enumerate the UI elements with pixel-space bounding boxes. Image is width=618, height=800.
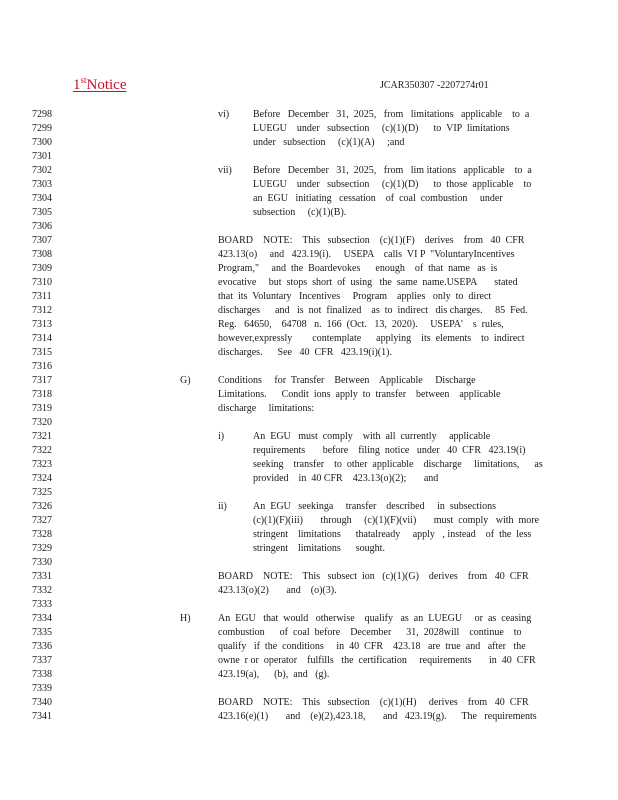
board-note-f-line: 423.13(o) and 423.19(i). USEPA calls VI P "VoluntaryIncentives xyxy=(218,249,515,260)
line-number: 7340 xyxy=(32,697,52,708)
line-number: 7341 xyxy=(32,711,52,722)
line-number: 7336 xyxy=(32,641,52,652)
line-number: 7323 xyxy=(32,459,52,470)
line-number: 7310 xyxy=(32,277,52,288)
item-marker-vii: vii) xyxy=(218,165,232,176)
board-note-f-line: Program," and the Boardevokes enough of that name as is xyxy=(218,263,498,274)
notice-ordinal: st xyxy=(80,75,87,85)
text-line: an EGU initiating cessation of coal combustion under xyxy=(253,193,503,204)
notice-number: 1 xyxy=(73,77,81,93)
line-number: 7334 xyxy=(32,613,52,624)
line-number: 7338 xyxy=(32,669,52,680)
text-line: provided in 40 CFR 423.13(o)(2); and xyxy=(253,473,439,484)
line-number: 7319 xyxy=(32,403,52,414)
line-number: 7304 xyxy=(32,193,52,204)
text-line: Before December 31, 2025, from limitations applicable to a xyxy=(253,109,530,120)
text-line: (c)(1)(F)(iii) through (c)(1)(F)(vii) must comply with more xyxy=(253,515,540,526)
line-number: 7311 xyxy=(32,291,52,302)
line-number: 7335 xyxy=(32,627,52,638)
notice-word: Notice xyxy=(86,77,127,93)
line-number: 7329 xyxy=(32,543,52,554)
document-id: JCAR350307 -2207274r01 xyxy=(380,80,489,91)
text-line: stringent limitations sought. xyxy=(253,543,385,554)
line-number: 7309 xyxy=(32,263,52,274)
board-note-f-line: Reg. 64650, 64708 n. 166 (Oct. 13, 2020). USEPA' s rules, xyxy=(218,319,504,330)
line-number: 7299 xyxy=(32,123,52,134)
line-number: 7317 xyxy=(32,375,52,386)
line-number: 7330 xyxy=(32,557,52,568)
line-number: 7314 xyxy=(32,333,52,344)
line-number: 7298 xyxy=(32,109,52,120)
item-marker-h: H) xyxy=(180,613,191,624)
line-number: 7302 xyxy=(32,165,52,176)
line-number: 7322 xyxy=(32,445,52,456)
board-note-g-line: BOARD NOTE: This subsect ion (c)(1)(G) derives from 40 CFR xyxy=(218,571,529,582)
line-number: 7326 xyxy=(32,501,52,512)
line-number: 7325 xyxy=(32,487,52,498)
board-note-f-line: discharges. See 40 CFR 423.19(i)(1). xyxy=(218,347,392,358)
line-number: 7339 xyxy=(32,683,52,694)
board-note-f-line: evocative but stops short of using the same name.USEPA stated xyxy=(218,277,518,288)
line-number: 7327 xyxy=(32,515,52,526)
text-line: stringent limitations thatalready apply , instead of the less xyxy=(253,529,532,540)
line-number: 7305 xyxy=(32,207,52,218)
notice-header xyxy=(73,75,127,94)
line-number: 7315 xyxy=(32,347,52,358)
text-line: subsection (c)(1)(B). xyxy=(253,207,347,218)
line-number: 7306 xyxy=(32,221,52,232)
text-line: LUEGU under subsection (c)(1)(D) to those applicable to xyxy=(253,179,532,190)
line-number: 7303 xyxy=(32,179,52,190)
board-note-h-line: BOARD NOTE: This subsection (c)(1)(H) derives from 40 CFR xyxy=(218,697,529,708)
board-note-g-line: 423.13(o)(2) and (o)(3). xyxy=(218,585,337,596)
line-number: 7337 xyxy=(32,655,52,666)
line-number: 7333 xyxy=(32,599,52,610)
text-line: An EGU seekinga transfer described in subsections xyxy=(253,501,496,512)
line-number: 7301 xyxy=(32,151,52,162)
text-line: combustion of coal before December 31, 2028will continue to xyxy=(218,627,522,638)
text-line: An EGU must comply with all currently applicable xyxy=(253,431,491,442)
board-note-f-line: that its Voluntary Incentives Program applies only to direct xyxy=(218,291,492,302)
text-line: Limitations. Condit ions apply to transfer between applicable xyxy=(218,389,501,400)
text-line: qualify if the conditions in 40 CFR 423.18 are true and after the xyxy=(218,641,526,652)
text-line: LUEGU under subsection (c)(1)(D) to VIP limitations xyxy=(253,123,510,134)
line-number: 7332 xyxy=(32,585,52,596)
text-line: seeking transfer to other applicable discharge limitations, as xyxy=(253,459,543,470)
line-number: 7316 xyxy=(32,361,52,372)
text-line: requirements before filing notice under 40 CFR 423.19(i) xyxy=(253,445,526,456)
line-number: 7307 xyxy=(32,235,52,246)
text-line: 423.19(a), (b), and (g). xyxy=(218,669,330,680)
line-number: 7324 xyxy=(32,473,52,484)
board-note-h-line: 423.16(e)(1) and (e)(2),423.18, and 423.19(g). The requirements xyxy=(218,711,537,722)
board-note-f-line: however,expressly contemplate applying its elements to indirect xyxy=(218,333,525,344)
line-number: 7321 xyxy=(32,431,52,442)
line-number: 7328 xyxy=(32,529,52,540)
text-line: An EGU that would otherwise qualify as an LUEGU or as ceasing xyxy=(218,613,532,624)
text-line: owne r or operator fulfills the certification requirements in 40 CFR xyxy=(218,655,536,666)
board-note-f-line: BOARD NOTE: This subsection (c)(1)(F) derives from 40 CFR xyxy=(218,235,525,246)
line-number: 7313 xyxy=(32,319,52,330)
text-line: Before December 31, 2025, from lim itations applicable to a xyxy=(253,165,532,176)
item-marker-g: G) xyxy=(180,375,191,386)
text-line: discharge limitations: xyxy=(218,403,315,414)
line-number: 7320 xyxy=(32,417,52,428)
line-number: 7331 xyxy=(32,571,52,582)
line-numbers xyxy=(32,108,52,724)
line-number: 7312 xyxy=(32,305,52,316)
line-number: 7318 xyxy=(32,389,52,400)
line-number: 7300 xyxy=(32,137,52,148)
item-marker-i: i) xyxy=(218,431,225,442)
line-number: 7308 xyxy=(32,249,52,260)
item-marker-vi: vi) xyxy=(218,109,230,120)
text-line: under subsection (c)(1)(A) ;and xyxy=(253,137,405,148)
board-note-f-line: discharges and is not finalized as to indirect dis charges. 85 Fed. xyxy=(218,305,528,316)
item-marker-ii: ii) xyxy=(218,501,227,512)
text-line: Conditions for Transfer Between Applicable Discharge xyxy=(218,375,476,386)
